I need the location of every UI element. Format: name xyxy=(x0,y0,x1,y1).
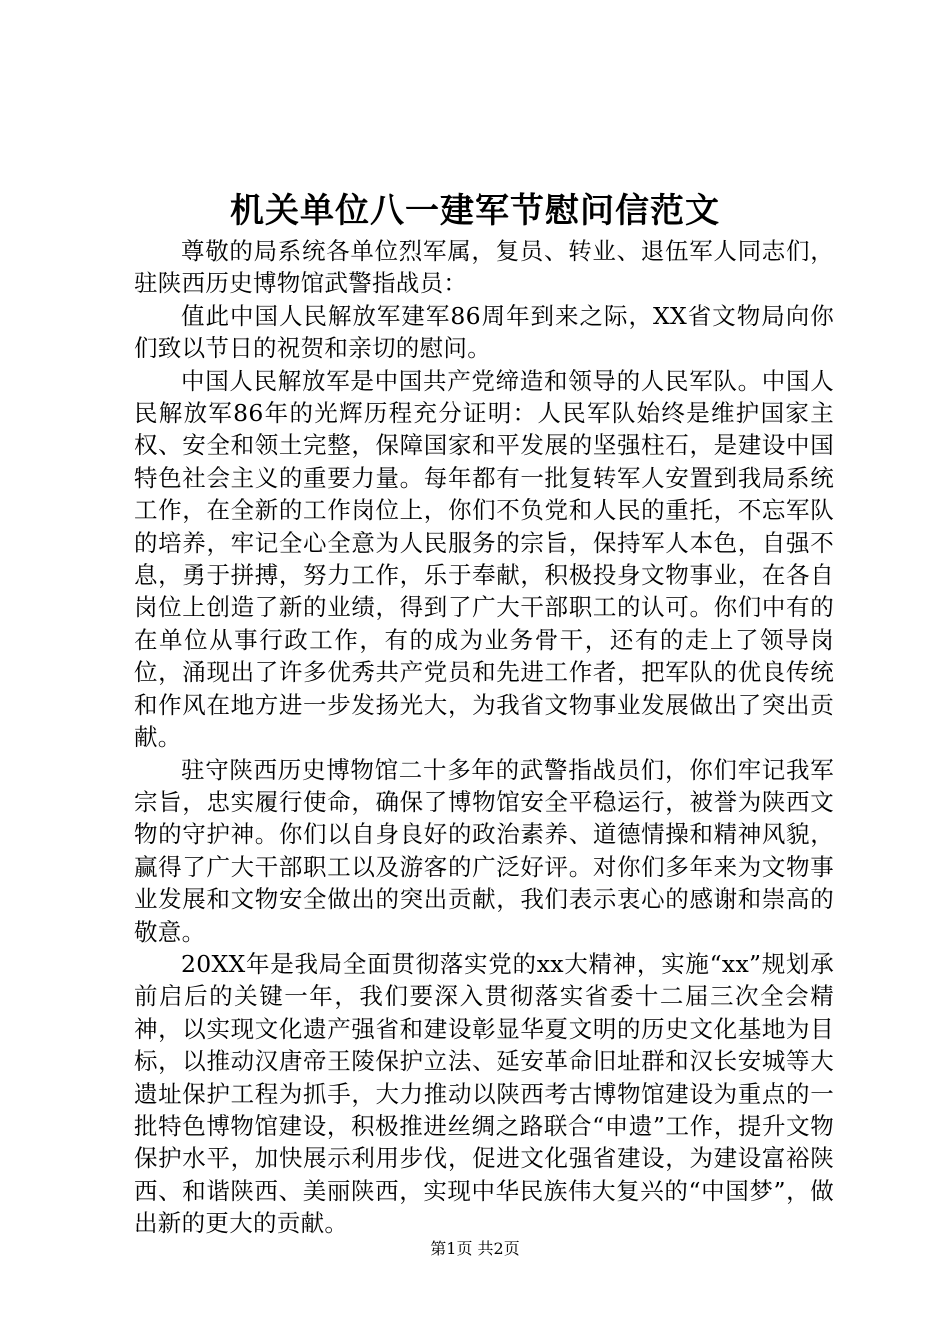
salutation-paragraph: 尊敬的局系统各单位烈军属，复员、转业、退伍军人同志们，驻陕西历史博物馆武警指战员： xyxy=(134,237,834,298)
body-paragraph-1: 值此中国人民解放军建军86周年到来之际，XX省文物局向你们致以节日的祝贺和亲切的慰问。 xyxy=(134,301,834,363)
document-body xyxy=(134,235,834,1240)
body-paragraph-2: 中国人民解放军是中国共产党缔造和领导的人民军队。中国人民解放军86年的光辉历程充分证明：人民军队始终是维护国家主权、安全和领土完整，保障国家和平发展的坚强柱石，是建设中国特色社会主义的重要力量。每年都有一批复转军人安置到我局系统工作，在全新的工作岗位上，你们不负党和人民的重托，不忘军队的培养，牢记全心全意为人民服务的宗旨，保持军人本色，自强不息，勇于拼搏，努力工作，乐于奉献，积极投身文物事业，在各自岗位上创造了新的业绩，得到了广大干部职工的认可。你们中有的在单位从事行政工作，有的成为业务骨干，还有的走上了领导岗位，涌现出了许多优秀共产党员和先进工作者，把军队的优良传统和作风在地方进一步发扬光大，为我省文物事业发展做出了突出贡献。 xyxy=(134,366,834,752)
page-number-footer: 第1页 共2页 xyxy=(430,1239,520,1258)
document-title: 机关单位八一建军节慰问信范文 xyxy=(230,191,720,231)
body-paragraph-3: 驻守陕西历史博物馆二十多年的武警指战员们，你们牢记我军宗旨，忠实履行使命，确保了博物馆安全平稳运行，被誉为陕西文物的守护神。你们以自身良好的政治素养、道德情操和精神风貌，赢得了广大干部职工以及游客的广泛好评。对你们多年来为文物事业发展和文物安全做出的突出贡献，我们表示衷心的感谢和崇高的敬意。 xyxy=(134,755,834,946)
body-paragraph-4: 20XX年是我局全面贯彻落实党的xx大精神，实施“xx”规划承前启后的关键一年，我们要深入贯彻落实省委十二届三次全会精神，以实现文化遗产强省和建设彰显华夏文明的历史文化基地为目标，以推动汉唐帝王陵保护立法、延安革命旧址群和汉长安城等大遗址保护工程为抓手，大力推动以陕西考古博物馆建设为重点的一批特色博物馆建设，积极推进丝绸之路联合“申遗”工作，提升文物保护水平，加快展示利用步伐，促进文化强省建设，为建设富裕陕西、和谐陕西、美丽陕西，实现中华民族伟大复兴的“中国梦”，做出新的更大的贡献。 xyxy=(134,949,834,1238)
